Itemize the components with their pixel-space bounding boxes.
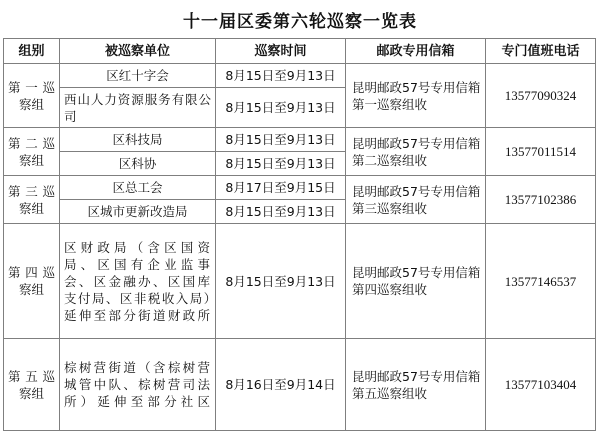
unit-name: 区科技局 [60,128,216,152]
duty-phone: 13577146537 [486,224,596,339]
mailbox: 昆明邮政57号专用信箱第二巡察组收 [346,128,486,176]
table-row [4,224,596,339]
mailbox: 昆明邮政57号专用信箱第四巡察组收 [346,224,486,339]
inspection-time: 8月15日至9月13日 [216,88,346,128]
group-name: 第四巡察组 [4,224,60,339]
header-row [4,39,596,64]
inspection-time: 8月15日至9月13日 [216,64,346,88]
duty-phone: 13577103404 [486,339,596,431]
inspection-time: 8月15日至9月13日 [216,224,346,339]
group-name: 第二巡察组 [4,128,60,176]
duty-phone: 13577011514 [486,128,596,176]
inspection-time: 8月15日至9月13日 [216,128,346,152]
unit-name: 区总工会 [60,176,216,200]
group-name: 第三巡察组 [4,176,60,224]
table-row [4,64,596,88]
table-row [4,128,596,152]
mailbox: 昆明邮政57号专用信箱第一巡察组收 [346,64,486,128]
unit-name: 棕树营街道（含棕树营城管中队、棕树营司法所）延伸至部分社区 [60,339,216,431]
inspection-time: 8月15日至9月13日 [216,152,346,176]
unit-name: 区财政局（含区国资局、区国有企业监事会、区金融办、区国库支付局、区非税收入局）延伸至部分街道财政所 [60,224,216,339]
mailbox: 昆明邮政57号专用信箱第三巡察组收 [346,176,486,224]
header-time: 巡察时间 [216,39,346,64]
unit-name: 区红十字会 [60,64,216,88]
group-name: 第一巡察组 [4,64,60,128]
header-mailbox: 邮政专用信箱 [346,39,486,64]
table-row [4,339,596,431]
inspection-table [3,38,596,431]
header-group: 组别 [4,39,60,64]
header-phone: 专门值班电话 [486,39,596,64]
mailbox: 昆明邮政57号专用信箱第五巡察组收 [346,339,486,431]
duty-phone: 13577090324 [486,64,596,128]
duty-phone: 13577102386 [486,176,596,224]
page-title: 十一届区委第六轮巡察一览表 [183,11,417,32]
inspection-time: 8月15日至9月13日 [216,200,346,224]
table-row [4,176,596,200]
inspection-time: 8月16日至9月14日 [216,339,346,431]
header-unit: 被巡察单位 [60,39,216,64]
unit-name: 西山人力资源服务有限公司 [60,88,216,128]
group-name: 第五巡察组 [4,339,60,431]
inspection-time: 8月17日至9月15日 [216,176,346,200]
unit-name: 区城市更新改造局 [60,200,216,224]
unit-name: 区科协 [60,152,216,176]
